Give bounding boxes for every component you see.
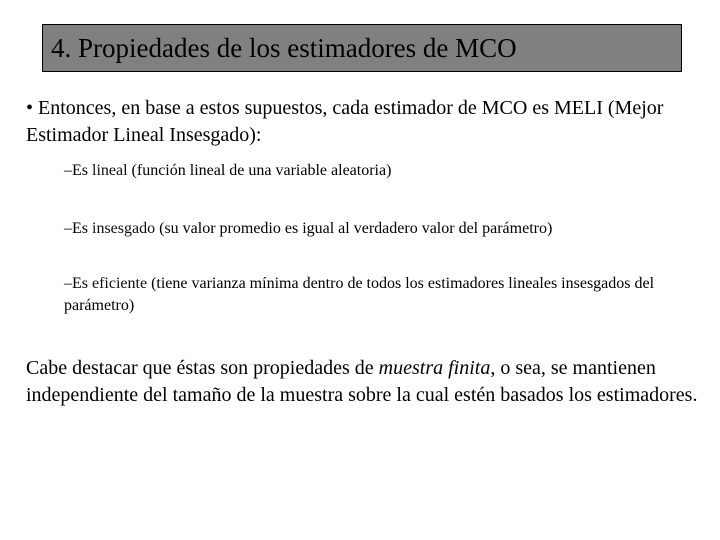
slide-title-box [42, 24, 682, 72]
sub-item-keyword: eficiente [92, 275, 148, 292]
main-bullet [26, 95, 706, 149]
closing-part2: , o sea, se mantienen independiente del tamaño de la muestra sobre la cual estén basados los estimadores. [26, 357, 698, 406]
slide-title: 4. Propiedades de los estimadores de MCO [51, 33, 517, 63]
sub-item-rest: (su valor promedio es igual al verdadero valor del parámetro) [155, 220, 553, 237]
sub-item-keyword: insesgado [92, 220, 156, 237]
sub-item-keyword: lineal [92, 162, 128, 179]
sub-item-prefix: –Es [64, 162, 92, 179]
closing-emphasis: muestra finita [378, 357, 491, 379]
sub-item-rest: (tiene varianza mínima dentro de todos los estimadores lineales insesgados del parámetro) [64, 275, 655, 314]
bullet-marker: • [26, 97, 34, 119]
main-bullet-text: Entonces, en base a estos supuestos, cada estimador de MCO es MELI (Mejor Estimador Lineal Insesgado): [26, 97, 664, 146]
closing-part1: Cabe destacar que éstas son propiedades de [26, 357, 379, 379]
sub-item-insesgado [64, 218, 704, 240]
sub-item-prefix: –Es [64, 220, 92, 237]
sub-item-rest: (función lineal de una variable aleatoria) [127, 162, 392, 179]
sub-item-lineal [64, 160, 704, 182]
closing-paragraph [26, 355, 706, 409]
sub-item-prefix: –Es [64, 275, 92, 292]
sub-item-eficiente [64, 273, 704, 317]
